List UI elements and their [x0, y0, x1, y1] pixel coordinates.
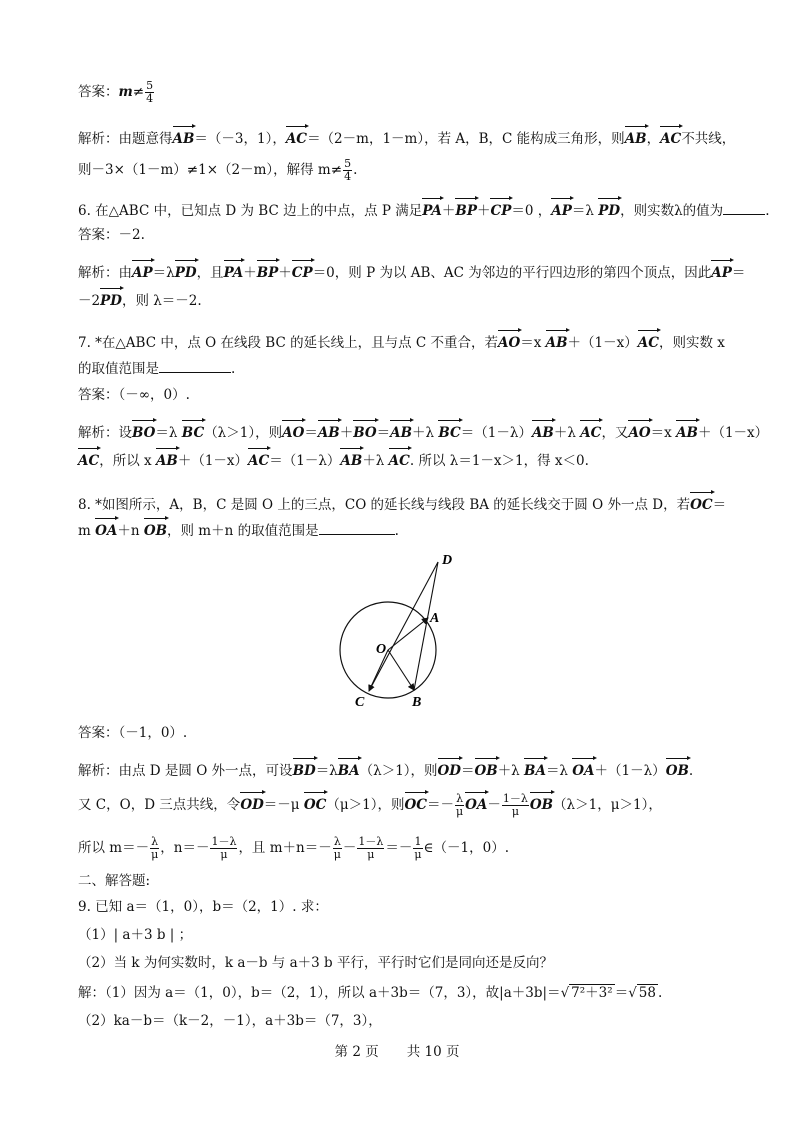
text: ＋λ — [553, 425, 581, 441]
solution-7-line-2 — [78, 452, 718, 470]
text: ，且 m＋n＝－ — [238, 840, 332, 856]
sqrt-sign: √ — [628, 985, 637, 1001]
answer-5 — [78, 80, 718, 105]
text: 所以 m＝－ — [78, 840, 150, 856]
vector-bo: BO — [132, 425, 156, 441]
circle-figure — [330, 550, 470, 715]
frac-den: μ — [414, 848, 422, 861]
answer-7 — [78, 386, 718, 404]
text: . — [231, 361, 236, 377]
frac-num: 1－λ — [211, 835, 237, 848]
question-6 — [78, 202, 770, 220]
text: ＋ — [441, 203, 456, 219]
question-8-line-2 — [78, 522, 718, 540]
vector-od: OD — [240, 797, 264, 813]
text: 不共线， — [681, 131, 736, 147]
text: 6. 在△ABC 中，已知点 D 为 BC 边上的中点，点 P 满足 — [78, 203, 423, 219]
text: 答案：（－1，0）. — [78, 725, 188, 741]
vector-ac: AC — [285, 131, 308, 147]
vector-ab: AB — [155, 453, 178, 469]
label-d: D — [442, 553, 453, 568]
text: ＋ — [339, 425, 354, 441]
text: （μ＞1），则 — [326, 797, 405, 813]
answer-6 — [78, 226, 718, 244]
text: ，且 — [196, 265, 224, 281]
frac-num: λ — [151, 835, 159, 848]
answer-label: 答案： — [78, 84, 119, 100]
text: ，所以 x — [99, 453, 156, 469]
text: ＋ — [278, 265, 292, 281]
frac-num: λ — [333, 835, 341, 848]
vector-ba: BA — [524, 763, 546, 779]
text: ＝λ — [152, 265, 175, 281]
text: ＋ — [476, 203, 491, 219]
text: － — [342, 840, 357, 856]
text: . — [353, 162, 358, 178]
fraction-1ml-mu — [210, 836, 237, 861]
solution-9-line-2 — [78, 1012, 718, 1030]
text: ，则实数 x — [658, 335, 725, 351]
question-9-part-1 — [78, 926, 718, 944]
frac-num: 5 — [146, 79, 154, 92]
solution-6-line-1 — [78, 264, 746, 282]
vector-cp: CP — [490, 203, 512, 219]
answer-blank — [159, 372, 231, 373]
text: ＝ — [461, 763, 475, 779]
fraction-lambda-mu — [455, 793, 464, 818]
frac-num: 5 — [344, 157, 352, 170]
text: 解：（1）因为 a＝（1，0），b＝（2，1），所以 a＋3b＝（7，3），故|a＋3b|＝ — [78, 985, 561, 1001]
text: ＋λ — [412, 425, 439, 441]
text: （2）当 k 为何实数时，k a－b 与 a＋3 b 平行，平行时它们是同向还是反向？ — [78, 955, 553, 971]
vector-oc: OC — [690, 497, 713, 513]
text: . — [688, 763, 694, 779]
frac-den: 4 — [344, 170, 352, 183]
text: 又 C，O，D 三点共线，令 — [78, 797, 241, 813]
frac-num: 1－λ — [358, 835, 384, 848]
page-total: 共 10 页 — [406, 1044, 460, 1060]
frac-den: 4 — [146, 92, 154, 105]
text: ，则实数λ的值为 — [620, 203, 724, 219]
frac-den: μ — [151, 848, 159, 861]
frac-den: μ — [456, 805, 464, 818]
text: ，则 m＋n 的取值范围是 — [167, 523, 319, 539]
text: ＝（－3，1）， — [194, 131, 286, 147]
label-c: C — [355, 695, 365, 710]
frac-den: μ — [333, 848, 341, 861]
vector-oc: OC — [404, 797, 428, 813]
text: ＝ — [304, 425, 318, 441]
solution-7-line-1 — [78, 424, 769, 442]
vector-bo: BO — [353, 425, 377, 441]
label-b: B — [412, 695, 422, 710]
vector-pd: PD — [598, 203, 621, 219]
vector-ab: AB — [624, 131, 647, 147]
label-o: O — [376, 642, 387, 657]
vector-ab: AB — [172, 131, 195, 147]
vector-pa: PA — [223, 265, 244, 281]
vector-ab: AB — [676, 425, 698, 441]
text: ＋λ — [362, 453, 389, 469]
line-dc — [369, 562, 438, 691]
solution-5-line-1 — [78, 130, 736, 148]
text: ＝－ — [385, 840, 413, 856]
vector-ba: BA — [337, 763, 360, 779]
vector-ob: OB — [474, 763, 498, 779]
question-7-line-2 — [78, 360, 718, 378]
fraction-1ml-mu — [502, 793, 529, 818]
vector-oa: OA — [95, 523, 118, 539]
radicand: 7²＋3² — [571, 985, 613, 1001]
text: ＝λ — [571, 203, 599, 219]
vector-ob-arrow — [388, 650, 414, 690]
vector-ac: AC — [388, 453, 410, 469]
text: 解析：设 — [78, 425, 132, 441]
text: 8. *如图所示，A，B，C 是圆 O 上的三点，CO 的延长线与线段 BA 的延长线交于圆 O 外一点 D，若 — [78, 497, 691, 513]
text: ＝ — [712, 497, 727, 513]
text: . — [765, 203, 770, 219]
frac-num: λ — [456, 792, 464, 805]
solution-5-line-2 — [78, 158, 718, 183]
fraction-5-4 — [145, 80, 154, 105]
page-number: 第 2 页 — [334, 1044, 379, 1060]
solution-9-line-1 — [78, 984, 718, 1002]
text: ＝x — [650, 425, 677, 441]
text: ＝λ — [315, 763, 338, 779]
text: ∈（－1，0）. — [423, 840, 509, 856]
solution-6-line-2 — [78, 292, 718, 310]
text: 的取值范围是 — [78, 361, 159, 377]
question-8-line-1 — [78, 496, 727, 514]
text: ＝（1－λ） — [269, 453, 341, 469]
section-heading — [78, 872, 718, 890]
text: ＝ — [614, 985, 629, 1001]
text: ，则 λ＝－2. — [121, 293, 202, 309]
vector-ob: OB — [529, 797, 554, 813]
radicand: 58 — [638, 985, 656, 1001]
text: （λ＞1，μ＞1）， — [553, 797, 662, 813]
text: ＝－μ — [263, 797, 304, 813]
vector-ap: AP — [132, 265, 153, 281]
text: ＝λ — [155, 425, 182, 441]
ne-sign: ≠ — [132, 84, 145, 100]
question-7-line-1 — [78, 334, 725, 352]
text: 二、解答题: — [78, 873, 151, 889]
text: ＋n — [117, 523, 144, 539]
fraction-lambda-mu — [333, 836, 342, 861]
text: －2 — [78, 293, 101, 309]
vector-ac: AC — [248, 453, 270, 469]
frac-den: μ — [220, 848, 228, 861]
vector-ac: AC — [637, 335, 659, 351]
vector-ab: AB — [545, 335, 568, 351]
text: 解析：由点 D 是圆 O 外一点，可设 — [78, 763, 293, 779]
solution-8-line-3 — [78, 836, 718, 861]
text: ＝ — [376, 425, 391, 441]
vector-bd: BD — [292, 763, 316, 779]
text: （2）ka－b＝（k－2，－1），a＋3b＝（7，3）， — [78, 1013, 382, 1029]
text: ＝x — [520, 335, 546, 351]
vector-bp: BP — [455, 203, 477, 219]
text: － — [487, 797, 501, 813]
solution-8-line-1 — [78, 762, 718, 780]
vector-ob: OB — [665, 763, 689, 779]
vector-oa: OA — [465, 797, 488, 813]
vector-ac: AC — [78, 453, 100, 469]
text: ＝ — [731, 265, 746, 281]
vector-ao: AO — [282, 425, 305, 441]
text: ， — [646, 131, 661, 147]
text: 7. *在△ABC 中，点 O 在线段 BC 的延长线上，且与点 C 不重合，若 — [78, 335, 498, 351]
text: 答案：－2. — [78, 227, 145, 243]
frac-num: 1－λ — [502, 792, 528, 805]
frac-den: μ — [367, 848, 375, 861]
var-m: m — [118, 84, 133, 100]
vector-pa: PA — [422, 203, 442, 219]
vector-bp: BP — [256, 265, 279, 281]
vector-ab: AB — [340, 453, 363, 469]
text: ＋（1－λ） — [594, 763, 666, 779]
vector-pd: PD — [174, 265, 197, 281]
vector-ap: AP — [551, 203, 572, 219]
vector-ac: AC — [580, 425, 602, 441]
vector-ob: OB — [143, 523, 167, 539]
vector-ao: AO — [628, 425, 651, 441]
text: 解析：由题意得 — [78, 131, 173, 147]
frac-den: μ — [511, 805, 519, 818]
vector-oc: OC — [303, 797, 327, 813]
text: ＝（1－λ） — [460, 425, 532, 441]
text: （1）| a＋3 b | ； — [78, 927, 193, 943]
fraction-1-mu — [413, 836, 422, 861]
fraction-lambda-mu — [150, 836, 159, 861]
answer-blank — [723, 214, 765, 215]
vector-ab: AB — [390, 425, 413, 441]
text: ，n＝－ — [160, 840, 210, 856]
question-9 — [78, 898, 718, 916]
vector-pd: PD — [100, 293, 122, 309]
sqrt-sign: √ — [560, 985, 570, 1001]
vector-ao: AO — [498, 335, 521, 351]
text: ＋λ — [497, 763, 525, 779]
text: 解析：由 — [78, 265, 132, 281]
solution-8-line-2 — [78, 793, 718, 818]
text: . — [657, 985, 663, 1001]
vector-ab: AB — [317, 425, 340, 441]
text: （λ＞1），则 — [359, 763, 438, 779]
text: 9. 已知 a＝（1，0），b＝（2，1）. 求： — [78, 899, 328, 915]
text: . 所以 λ＝1－x＞1，得 x＜0. — [409, 453, 589, 469]
text: ＝0 ， — [511, 203, 552, 219]
vector-od: OD — [437, 763, 462, 779]
answer-blank — [319, 534, 395, 535]
fraction-1ml-mu — [357, 836, 384, 861]
text: 则－3×（1－m）≠1×（2－m），解得 m≠ — [78, 162, 343, 178]
text: ＝λ — [545, 763, 573, 779]
vector-cp: CP — [291, 265, 313, 281]
text: ＋（1－x） — [697, 425, 769, 441]
answer-8 — [78, 724, 718, 742]
page-footer — [0, 1040, 794, 1060]
vector-bc: BC — [181, 425, 205, 441]
text: ＝－ — [427, 797, 455, 813]
text: 答案：（－∞，0）. — [78, 387, 190, 403]
vector-ac: AC — [660, 131, 682, 147]
text: ＋（1－x） — [177, 453, 249, 469]
text: ，又 — [601, 425, 629, 441]
text: m — [78, 523, 96, 539]
text: ＋ — [243, 265, 257, 281]
label-a: A — [430, 611, 440, 626]
fraction-5-4 — [343, 158, 352, 183]
vector-bc: BC — [438, 425, 461, 441]
vector-oa: OA — [572, 763, 595, 779]
text: ＝（2－m，1－m），若 A，B，C 能构成三角形，则 — [307, 131, 625, 147]
question-9-part-2 — [78, 954, 718, 972]
text: ＋（1－x） — [567, 335, 638, 351]
vector-ap: AP — [711, 265, 732, 281]
frac-num: 1 — [414, 835, 422, 848]
vector-ab: AB — [531, 425, 554, 441]
text: （λ＞1），则 — [204, 425, 283, 441]
text: ＝0，则 P 为以 AB、AC 为邻边的平行四边形的第四个顶点，因此 — [312, 265, 712, 281]
text: . — [394, 523, 399, 539]
